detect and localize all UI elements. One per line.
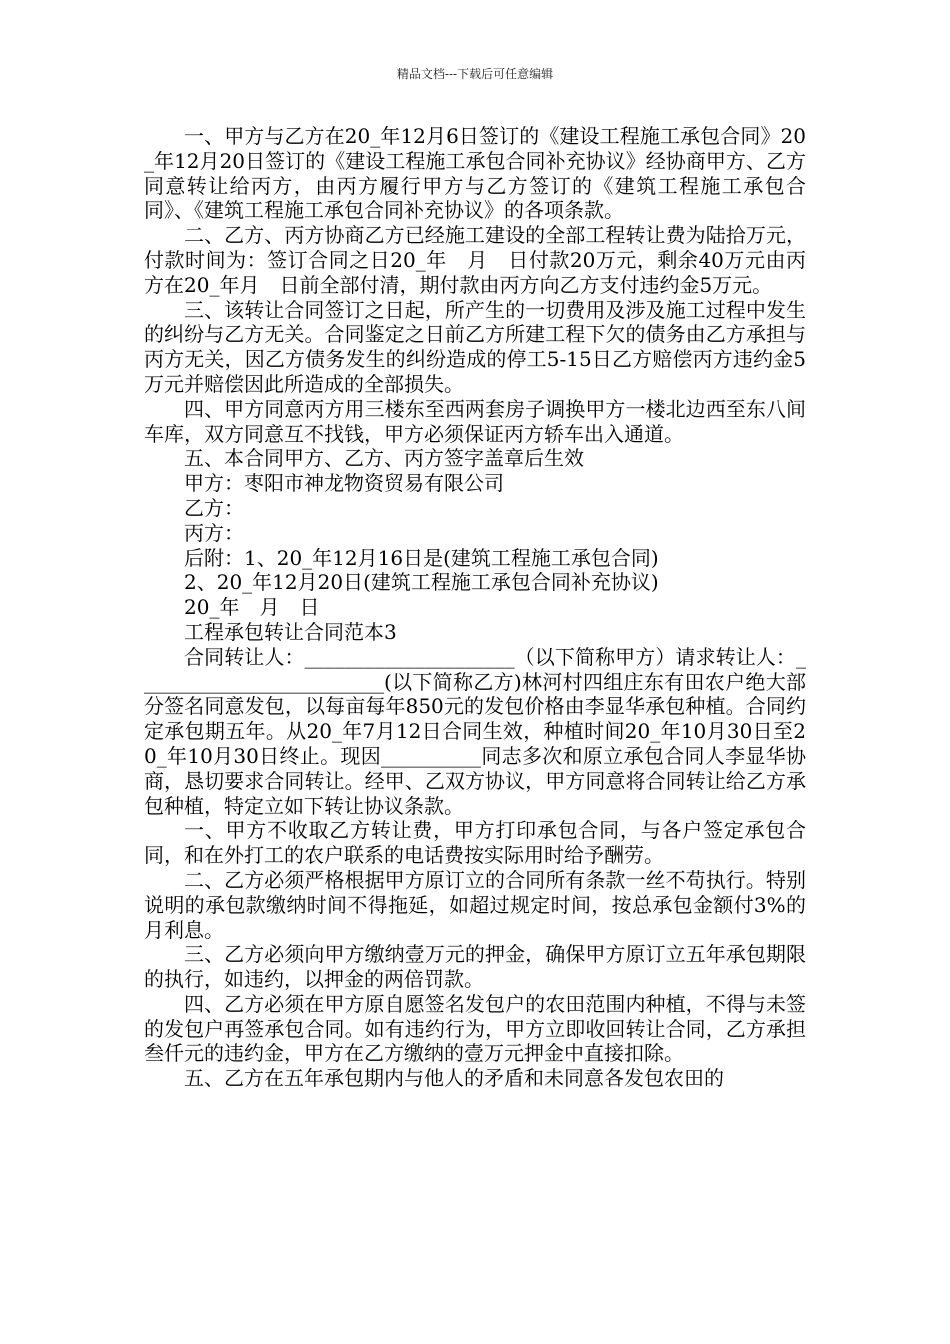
party-c-line: 丙方： xyxy=(184,520,244,545)
clause-5-effective: 五、本合同甲方、乙方、丙方签字盖章后生效 xyxy=(184,446,584,471)
contract-preamble: 合同转让人：_____________________（以下简称甲方）请求转让人：_________________________(以下简称乙方)林河村四组庄东有田农户绝大部分签名同意发包，以每亩每年850元的发包价格由李显华承包种植。合同约定承包期五年。从20_年7月12日合同生效，种植时间20_年10月30日至20_年10月30日终止。现因__________同志多次和原立承包合同人李显华协商，恳切要求合同转让。经甲、乙双方协议，甲方同意将合同转让给乙方承包种植，特定立如下转让协议条款。 xyxy=(144,644,806,818)
term-3-deposit: 三、乙方必须向甲方缴纳壹万元的押金，确保甲方原订立五年承包期限的执行，如违约，以押金的两倍罚款。 xyxy=(144,942,806,992)
clause-4-exchange: 四、甲方同意丙方用三楼东至西两套房子调换甲方一楼北边西至东八间车库，双方同意互不找钱，甲方必须保证丙方轿车出入通道。 xyxy=(144,396,806,446)
term-1-fee: 一、甲方不收取乙方转让费，甲方打印承包合同，与各户签定承包合同，和在外打工的农户联系的电话费按实际用时给予酬劳。 xyxy=(144,818,806,868)
term-4-scope: 四、乙方必须在甲方原自愿签名发包户的农田范围内种植，不得与未签的发包户再签承包合同。如有违约行为，甲方立即收回转让合同，乙方承担叁仟元的违约金，甲方在乙方缴纳的壹万元押金中直接扣除。 xyxy=(144,991,806,1066)
clause-2-payment: 二、乙方、丙方协商乙方已经施工建设的全部工程转让费为陆拾万元，付款时间为：签订合同之日20_年 月 日付款20万元，剩余40万元由丙方在20_年月 日前全部付清，期付款由丙方向乙方支付违约金5万元。 xyxy=(144,223,806,297)
page-header: 精品文档---下载后可任意编辑 xyxy=(396,67,554,81)
party-a-line: 甲方：枣阳市神龙物资贸易有限公司 xyxy=(184,471,504,496)
attachment-1: 后附：1、20_年12月16日是(建筑工程施工承包合同) xyxy=(184,545,659,570)
party-b-line: 乙方： xyxy=(184,495,244,520)
document-body xyxy=(144,124,806,1091)
section-title: 工程承包转让合同范本3 xyxy=(184,619,397,644)
attachment-2: 2、20_年12月20日(建筑工程施工承包合同补充协议) xyxy=(184,570,659,595)
term-2-compliance: 二、乙方必须严格根据甲方原订立的合同所有条款一丝不苟执行。特别说明的承包款缴纳时间不得拖延，如超过规定时间，按总承包金额付3%的月利息。 xyxy=(144,867,806,942)
date-line: 20_年 月 日 xyxy=(184,595,320,620)
term-5-disputes: 五、乙方在五年承包期内与他人的矛盾和未同意各发包农田的 xyxy=(184,1066,724,1091)
clause-1-transfer: 一、甲方与乙方在20_年12月6日签订的《建设工程施工承包合同》20_年12月20日签订的《建设工程施工承包合同补充协议》经协商甲方、乙方同意转让给丙方，由丙方履行甲方与乙方签订的《建筑工程施工承包合同》、《建筑工程施工承包合同补充协议》的各项条款。 xyxy=(144,124,806,223)
clause-3-liability: 三、该转让合同签订之日起，所产生的一切费用及涉及施工过程中发生的纠纷与乙方无关。合同鉴定之日前乙方所建工程下欠的债务由乙方承担与丙方无关，因乙方债务发生的纠纷造成的停工5-15日乙方赔偿丙方违约金5万元并赔偿因此所造成的全部损失。 xyxy=(144,297,806,396)
